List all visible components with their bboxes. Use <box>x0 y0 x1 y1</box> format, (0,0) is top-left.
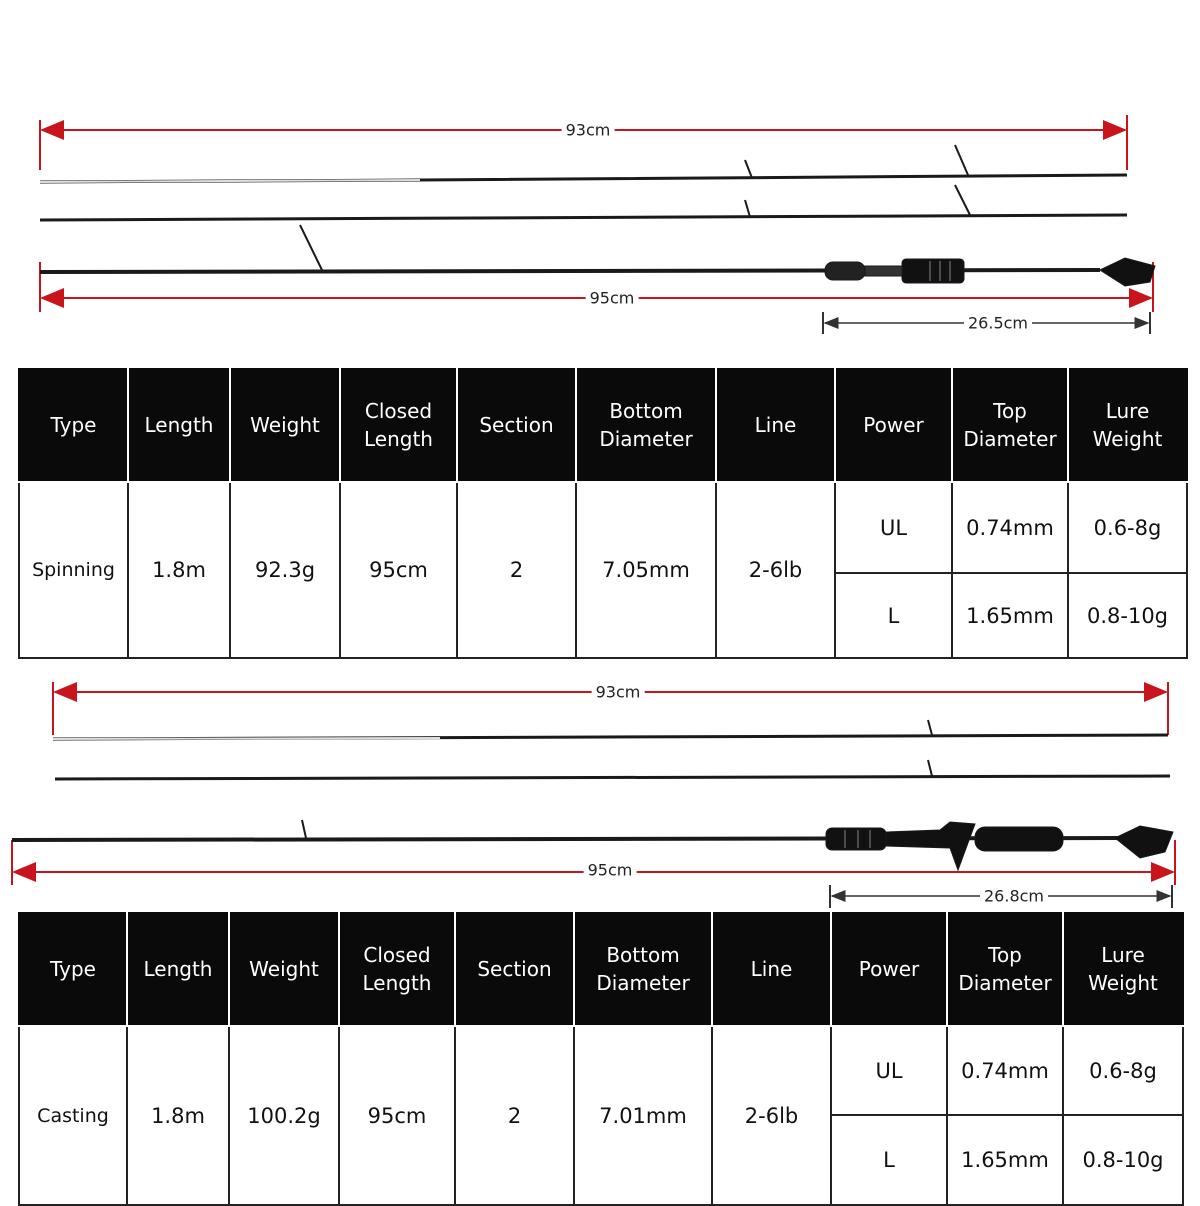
cell-bottom-diameter: 7.01mm <box>574 1026 712 1205</box>
casting-top-length-label: 93cm <box>592 683 645 702</box>
cell-power: UL <box>835 482 952 573</box>
cell-bottom-diameter: 7.05mm <box>576 482 716 658</box>
header-type: Type <box>19 912 127 1026</box>
header-type: Type <box>19 368 128 482</box>
header-weight: Weight <box>230 368 340 482</box>
header-closed-length: Closed Length <box>339 912 455 1026</box>
cell-line: 2-6lb <box>712 1026 831 1205</box>
cell-lure-weight: 0.8-10g <box>1068 573 1187 658</box>
header-bottom-diameter: Bottom Diameter <box>574 912 712 1026</box>
cell-closed-length: 95cm <box>340 482 457 658</box>
header-lure-weight: Lure Weight <box>1063 912 1183 1026</box>
cell-section: 2 <box>455 1026 574 1205</box>
header-section: Section <box>455 912 574 1026</box>
header-closed-length: Closed Length <box>340 368 457 482</box>
cell-power: UL <box>831 1026 947 1115</box>
cell-top-diameter: 0.74mm <box>952 482 1068 573</box>
cell-section: 2 <box>457 482 576 658</box>
table-header-row <box>19 912 1183 1026</box>
header-lure-weight: Lure Weight <box>1068 368 1187 482</box>
spinning-spec-table <box>18 368 1188 659</box>
spinning-butt-length-label: 95cm <box>586 289 639 308</box>
cell-length: 1.8m <box>127 1026 229 1205</box>
cell-weight: 92.3g <box>230 482 340 658</box>
cell-power: L <box>835 573 952 658</box>
header-top-diameter: Top Diameter <box>947 912 1063 1026</box>
spinning-handle-length-label: 26.5cm <box>964 314 1032 333</box>
cell-closed-length: 95cm <box>339 1026 455 1205</box>
cell-power: L <box>831 1115 947 1205</box>
cell-weight: 100.2g <box>229 1026 339 1205</box>
header-power: Power <box>831 912 947 1026</box>
cell-top-diameter: 0.74mm <box>947 1026 1063 1115</box>
table-row <box>19 482 1187 573</box>
cell-line: 2-6lb <box>716 482 835 658</box>
cell-type: Casting <box>19 1026 127 1205</box>
header-line: Line <box>712 912 831 1026</box>
header-weight: Weight <box>229 912 339 1026</box>
cell-lure-weight: 0.8-10g <box>1063 1115 1183 1205</box>
header-section: Section <box>457 368 576 482</box>
casting-rod <box>12 720 1173 870</box>
cell-top-diameter: 1.65mm <box>947 1115 1063 1205</box>
header-power: Power <box>835 368 952 482</box>
cell-lure-weight: 0.6-8g <box>1063 1026 1183 1115</box>
cell-length: 1.8m <box>128 482 230 658</box>
casting-spec-table <box>18 912 1184 1206</box>
casting-handle-length-label: 26.8cm <box>980 887 1048 906</box>
header-length: Length <box>127 912 229 1026</box>
casting-butt-length-label: 95cm <box>584 861 637 880</box>
cell-type: Spinning <box>19 482 128 658</box>
header-top-diameter: Top Diameter <box>952 368 1068 482</box>
header-bottom-diameter: Bottom Diameter <box>576 368 716 482</box>
table-header-row <box>19 368 1187 482</box>
table-row <box>19 1026 1183 1115</box>
spinning-top-length-label: 93cm <box>562 121 615 140</box>
cell-top-diameter: 1.65mm <box>952 573 1068 658</box>
header-line: Line <box>716 368 835 482</box>
header-length: Length <box>128 368 230 482</box>
cell-lure-weight: 0.6-8g <box>1068 482 1187 573</box>
spinning-rod <box>40 145 1155 286</box>
